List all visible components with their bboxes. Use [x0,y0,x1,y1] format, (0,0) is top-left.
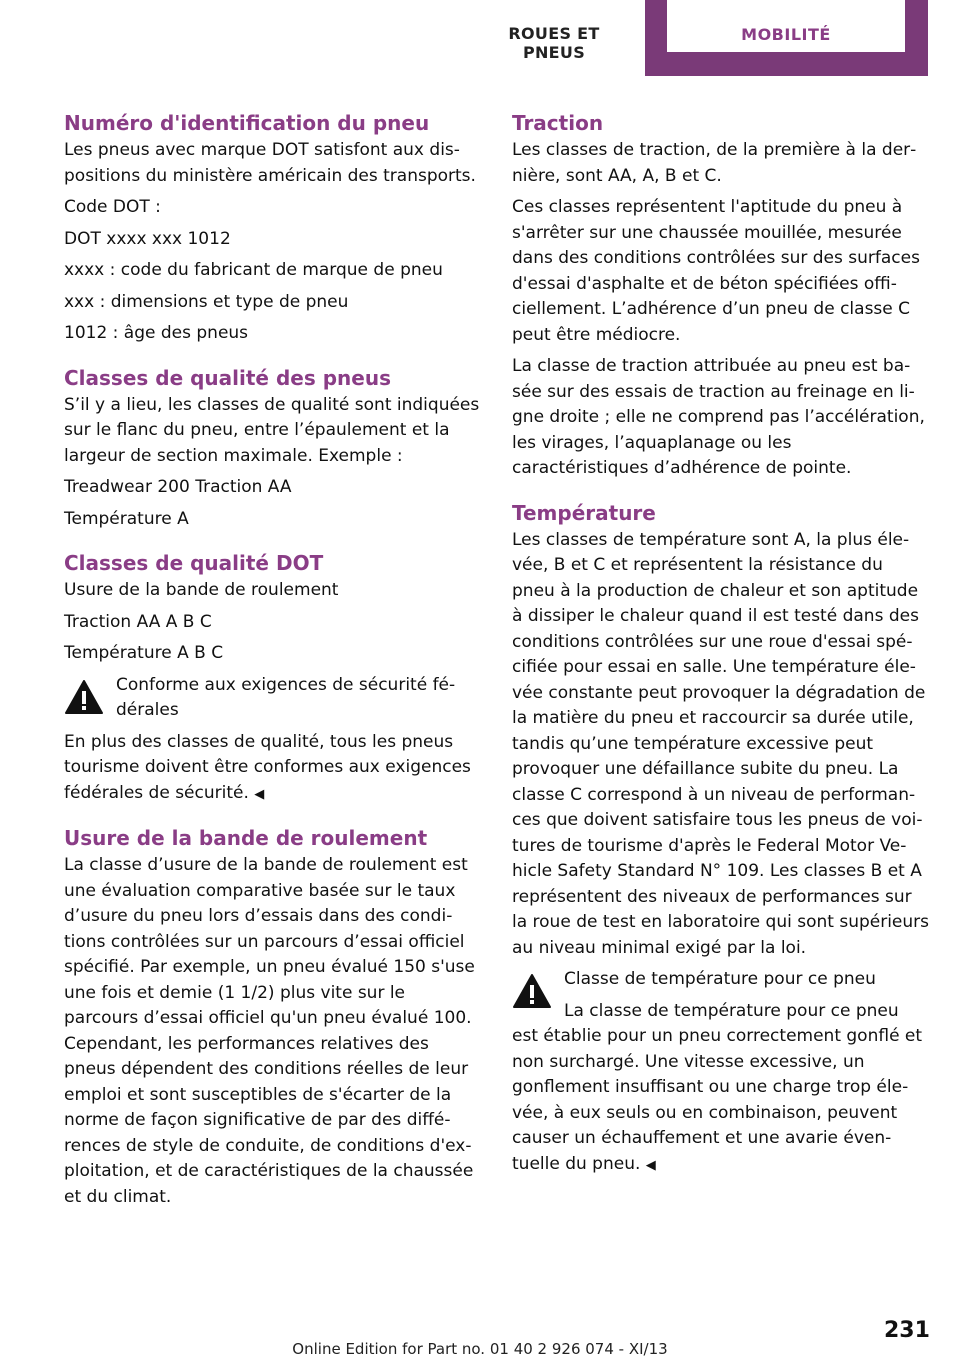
paragraph: xxx : dimensions et type de pneu [64,291,349,312]
paragraph: Température A B C [64,643,224,663]
paragraph: La classe d’usure de la bande de roulement est une évaluation comparative basée sur le taux d’usure du pneu lors d’essais dans des conditions contrôlées sur un parcours d’essai officiel spécifié. Par exemple, un pneu évalué 150 s'use une fois et demie (1 1/2) plus vite sur le parcours d’essai officiel qu'un pneu évalué 100. Cependant, les performances relatives des pneus dépendent des conditions réelles de leur emploi et sont susceptibles de s'écarter de la norme de façon significative de par des différences de style de conduite, de conditions d'exploitation, et de caractéristiques de la chaussée et du climat. [64,855,475,1207]
warning-triangle-icon [512,973,552,1009]
warning-triangle-icon [64,679,104,715]
heading-tire-identification: Numéro d'identification du pneu [64,111,430,135]
paragraph: Température A [64,508,189,529]
warning-block [512,967,930,993]
paragraph: La classe de traction attribuée au pneu est basée sur des essais de traction au freinage en ligne droite ; elle ne comprend pas l’accélération, les virages, l’aquaplanage ou les caractéristiques d’adhérence de pointe. [512,356,925,478]
paragraph: DOT xxxx xxx 1012 [64,228,231,249]
paragraph: xxxx : code du fabricant de marque de pneu [64,260,443,280]
paragraph: Les classes de traction, de la première à la dernière, sont AA, A, B et C. [512,140,917,186]
heading-quality-grades: Classes de qualité des pneus [64,365,391,390]
running-header-section: ROUES ET PNEUS [508,24,600,62]
paragraph: Code DOT : [64,197,161,217]
warning-block [64,673,482,724]
paragraph: Les pneus avec marque DOT satisfont aux dispositions du ministère américain des transports. [64,140,476,186]
paragraph: 1012 : âge des pneus [64,323,249,343]
end-mark-icon: ◀ [254,786,265,802]
warning-text: Conforme aux exigences de sécurité fédérales [116,674,456,720]
footer-edition: Online Edition for Part no. 01 40 2 926 074 - XI/13 [292,1340,668,1358]
warning-title: Classe de température pour ce pneu [564,969,876,989]
left-column [64,108,482,1216]
chapter-tab-label: MOBILITÉ [667,0,905,52]
paragraph: Les classes de température sont A, la plus élevée, B et C et représentent la résistance du pneu à la production de chaleur et son aptitude à dissiper le chaleur quand il est testé dans des conditions contrôlées sur une roue d'essai spécifiée pour essai en salle. Une température élevée constante peut provoquer la dégradation de la matière du pneu et raccourcir sa durée utile, tandis qu’une température excessive peut provoquer une défaillance subite du pneu. La classe C correspond à un niveau de performances que doivent satisfaire tous les pneus de voitures de tourisme d'après le Federal Motor Vehicle Safety Standard N° 109. Les classes B et A représentent des niveaux de performances sur la roue de test en laboratoire qui sont supérieurs au niveau minimal exigé par la loi. [512,529,930,958]
paragraph: Usure de la bande de roulement [64,580,339,600]
end-mark-icon: ◀ [645,1157,656,1173]
heading-treadwear: Usure de la bande de roulement [64,826,428,850]
heading-temperature: Température [512,500,656,525]
heading-dot-grades: Classes de qualité DOT [64,551,324,575]
heading-traction: Traction [512,111,604,135]
paragraph: S’il y a lieu, les classes de qualité sont indiquées sur le flanc du pneu, entre l’épaulement et la largeur de section maximale. Exemple : [64,394,480,466]
paragraph: Treadwear 200 Traction AA [64,477,292,497]
page-number: 231 [884,1318,930,1343]
paragraph: En plus des classes de qualité, tous les pneus tourisme doivent être conformes aux exigences fédérales de sécurité. ◀ [64,731,471,803]
chapter-tab [645,0,928,76]
paragraph: Ces classes représentent l'aptitude du pneu à s'arrêter sur une chaussée mouillée, mesurée dans des conditions contrôlées sur des surfaces d'essai d'asphalte et de béton spécifiées officiellement. L’adhérence d’un pneu de classe C peut être médiocre. [512,197,920,345]
right-column [512,108,930,1184]
warning-text: La classe de température pour ce pneu est établie pour un pneu correctement gonflé et non surchargé. Une vitesse excessive, un gonflement insuffisant ou une charge trop élevée, à eux seuls ou en combinaison, peuvent causer un échauffement et une avarie éventuelle du pneu. ◀ [512,1000,923,1174]
paragraph: Traction AA A B C [64,611,212,632]
